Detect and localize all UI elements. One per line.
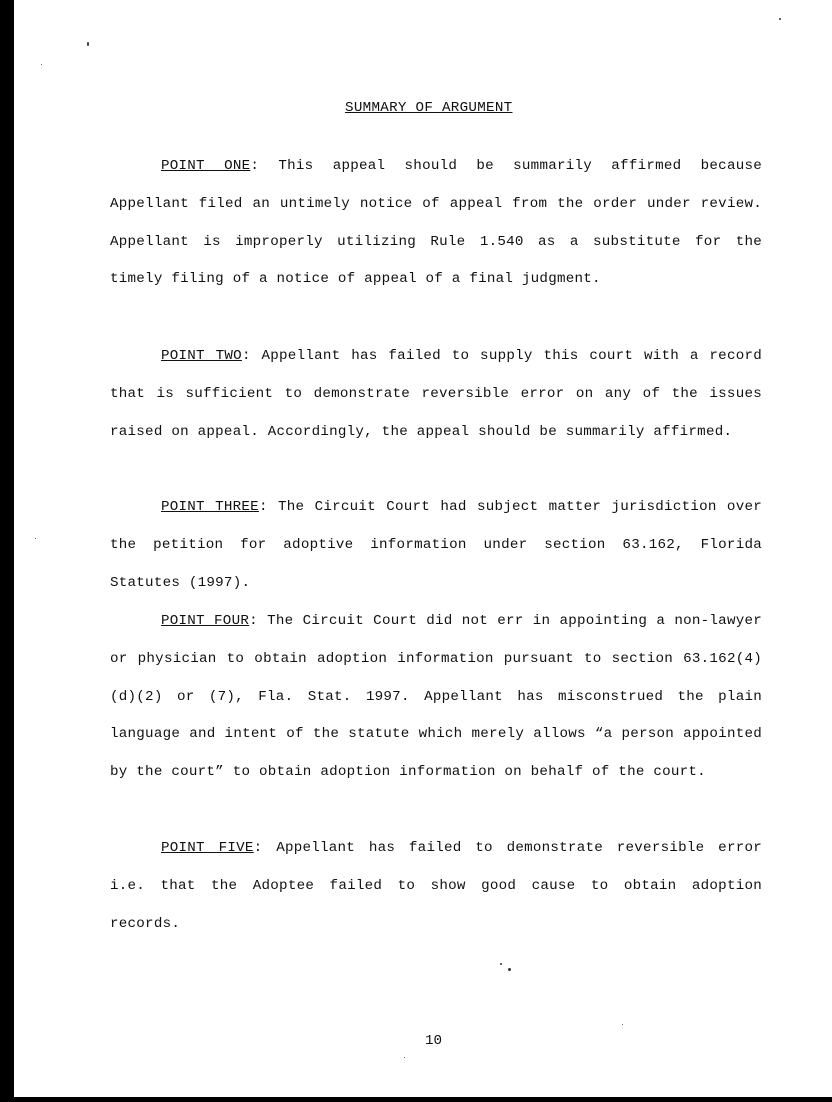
point-one-paragraph — [110, 148, 762, 299]
point-five-text: : Appellant has failed to demonstrate reversible error i.e. that the Adoptee failed to show good cause to obtain adoption records. — [110, 840, 763, 932]
point-three-label: POINT THREE — [161, 499, 259, 515]
scan-speck — [500, 963, 502, 965]
page-title: SUMMARY OF ARGUMENT — [345, 100, 513, 116]
scan-speck — [508, 968, 511, 971]
point-two-paragraph — [110, 338, 762, 451]
scan-speck — [35, 538, 36, 539]
scan-speck — [87, 42, 89, 46]
scan-speck — [622, 1024, 623, 1025]
point-one-text: : This appeal should be summarily affirmed because Appellant filed an untimely notice of appeal from the order under review. Appellant is improperly utilizing Rule 1.540 as a substitute for the timely filing of a notice of appeal of a final judgment. — [110, 158, 763, 288]
point-two-text: : Appellant has failed to supply this court with a record that is sufficient to demonstrate reversible error on any of the issues raised on appeal. Accordingly, the appeal should be summarily affirmed. — [110, 348, 763, 440]
scan-speck — [404, 1057, 405, 1058]
point-four-paragraph — [110, 603, 762, 792]
scan-speck — [41, 64, 42, 65]
page-number: 10 — [425, 1033, 443, 1049]
scan-border-left — [0, 0, 14, 1102]
scan-border-bottom — [0, 1097, 832, 1102]
point-two-label: POINT TWO — [161, 348, 242, 364]
point-one-label: POINT ONE — [161, 158, 251, 174]
point-three-text: : The Circuit Court had subject matter jurisdiction over the petition for adoptive information under section 63.162, Florida Statutes (1997). — [110, 499, 762, 591]
point-five-label: POINT FIVE — [161, 840, 254, 856]
point-four-text: : The Circuit Court did not err in appointing a non-lawyer or physician to obtain adoption information pursuant to section 63.162(4)(d)(2) or (7), Fla. Stat. 1997. Appellant has misconstrued the plain language and intent of the statute which merely allows “a person appointed by the court” to obtain adoption information on behalf of the court. — [110, 613, 763, 781]
scan-speck — [779, 18, 781, 20]
point-five-paragraph — [110, 830, 762, 943]
point-three-paragraph — [110, 489, 762, 602]
point-four-label: POINT FOUR — [161, 613, 250, 629]
